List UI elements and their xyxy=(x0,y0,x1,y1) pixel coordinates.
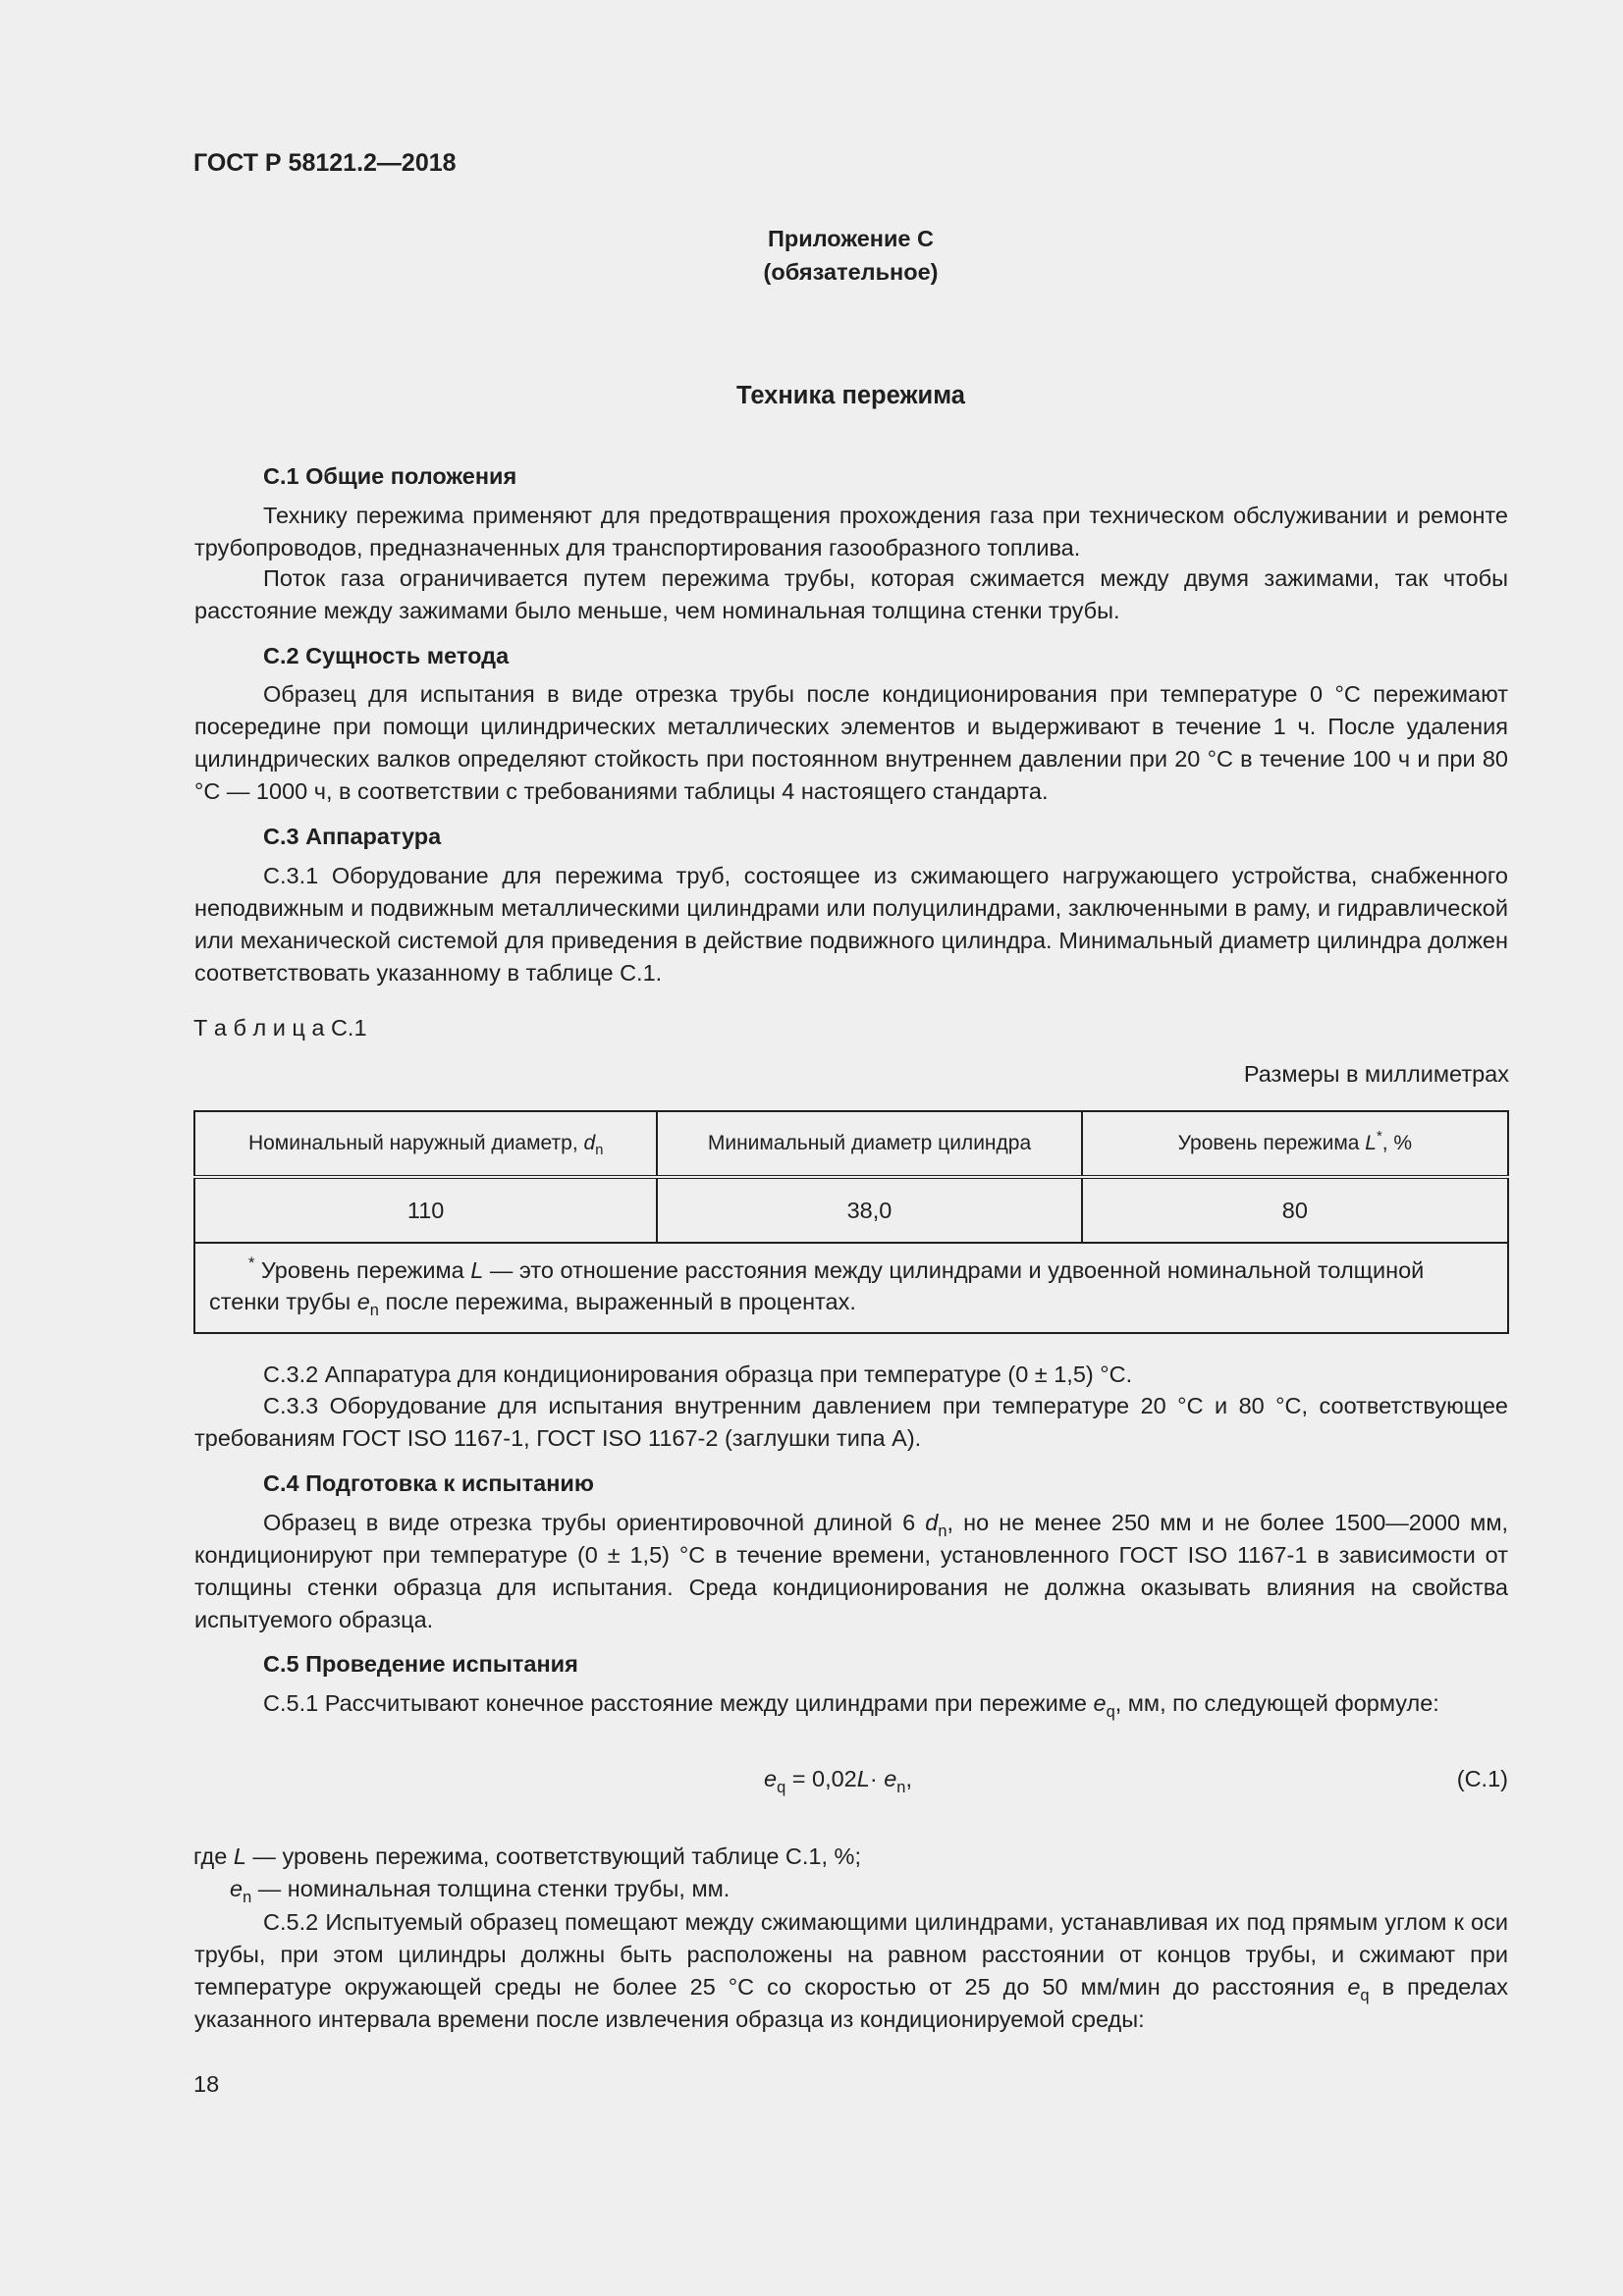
table-footnote-row xyxy=(194,1243,1508,1333)
paragraph-c3-1: С.3.1 Оборудование для пережима труб, состоящее из сжимающего нагружающего устройства, снабженного неподвижным и подвижным металлическими цилиндрами или полуцилиндрами, заключенными в раму, и гидравлической или механической системой для приведения в действие подвижного цилиндра. Минимальный диаметр цилиндра должен соответствовать указанному в таблице С.1. xyxy=(194,863,1508,986)
table-footnote: * Уровень пережима L — это отношение расстояния между цилиндрами и удвоенной номинальной толщиной стенки трубы $e_n$ после пережима, выраженный в процентах. xyxy=(194,1243,1508,1333)
formula-number: (С.1) xyxy=(1456,1766,1508,1791)
paragraph-c3-2: С.3.2 Аппаратура для кондиционирования образца при температуре (0 ± 1,5) °С. xyxy=(263,1362,1133,1387)
heading-c3: С.3 Аппаратура xyxy=(263,824,442,849)
paragraph-c4-1: Образец в виде отрезка трубы ориентировочной длиной 6 $d_n$, но не менее 250 мм и не более 1500—2000 мм, кондиционируют при температуре (0 ± 1,5) °С в течение времени, установленного ГОСТ ISO 1167-1 в зависимости от толщины стенки образца для испытания. Среда кондиционирования не должна оказывать влияния на свойства испытуемого образца. xyxy=(194,1510,1508,1632)
heading-c2: С.2 Сущность метода xyxy=(263,643,510,668)
document-header: ГОСТ Р 58121.2—2018 xyxy=(193,149,457,177)
section-title: Техника пережима xyxy=(736,382,965,409)
paragraph-c2-1: Образец для испытания в виде отрезка трубы после кондиционирования при температуре 0 °С пережимают посередине при помощи цилиндрических металлических элементов и выдерживают в течение 1 ч. После удаления цилиндрических валков определяют стойкость при постоянном внутреннем давлении при 20 °С в течение 100 ч и при 80 °С — 1000 ч, в соответствии с требованиями таблицы 4 настоящего стандарта. xyxy=(194,681,1508,804)
heading-c4: С.4 Подготовка к испытанию xyxy=(263,1470,594,1496)
paragraph-c3-3: С.3.3 Оборудование для испытания внутренним давлением при температуре 20 °С и 80 °С, соответствующее требованиям ГОСТ ISO 1167-1, ГОСТ ISO 1167-2 (заглушки типа А). xyxy=(194,1393,1508,1451)
table-header-cylinder: Минимальный диаметр цилиндра xyxy=(657,1111,1081,1177)
table-cell-cylinder: 38,0 xyxy=(657,1177,1081,1243)
heading-c5: С.5 Проведение испытания xyxy=(263,1651,578,1677)
table-header-diameter: Номинальный наружный диаметр, $d_n$ xyxy=(194,1111,657,1177)
table-c1 xyxy=(193,1110,1509,1334)
paragraph-c1-1: Технику пережима применяют для предотвращения прохождения газа при техническом обслуживании и ремонте трубопроводов, предназначенных для транспортирования газообразного топлива. xyxy=(194,503,1508,561)
paragraph-c1-2: Поток газа ограничивается путем пережима трубы, которая сжимается между двумя зажимами, так чтобы расстояние между зажимами было меньше, чем номинальная толщина стенки трубы. xyxy=(194,565,1508,623)
paragraph-c5-1: С.5.1 Рассчитывают конечное расстояние между цилиндрами при пережиме $e_q$, мм, по следующей формуле: xyxy=(263,1690,1439,1721)
table-cell-diameter: 110 xyxy=(194,1177,657,1243)
page-number: 18 xyxy=(193,2071,220,2097)
table-caption: Т а б л и ц а С.1 xyxy=(193,1015,367,1041)
formula-where-l: где L — уровень пережима, соответствующий таблице С.1, %; xyxy=(193,1843,861,1869)
paragraph-c5-2: С.5.2 Испытуемый образец помещают между сжимающими цилиндрами, устанавливая их под прямым углом к оси трубы, при этом цилиндры должны быть расположены на равном расстоянии от концов трубы, и сжимают при температуре окружающей среды не более 25 °С со скоростью от 25 до 50 мм/мин до расстояния $e_q$ в пределах указанного интервала времени после извлечения образца из кондиционируемой среды: xyxy=(194,1909,1508,2032)
heading-c1: С.1 Общие положения xyxy=(263,463,517,489)
table-header-level: Уровень пережима L*, % xyxy=(1082,1111,1508,1177)
appendix-title: Приложение С xyxy=(768,226,934,251)
table-row xyxy=(194,1177,1508,1243)
table-units: Размеры в миллиметрах xyxy=(1243,1061,1509,1087)
table-cell-level: 80 xyxy=(1082,1177,1508,1243)
table-header-row xyxy=(194,1111,1508,1177)
formula-where-en: $e_n$ — номинальная толщина стенки трубы, мм. xyxy=(230,1876,730,1906)
formula-c1: $e_q = 0,02L\cdot e_n$, xyxy=(764,1766,912,1796)
appendix-status: (обязательное) xyxy=(763,259,939,285)
